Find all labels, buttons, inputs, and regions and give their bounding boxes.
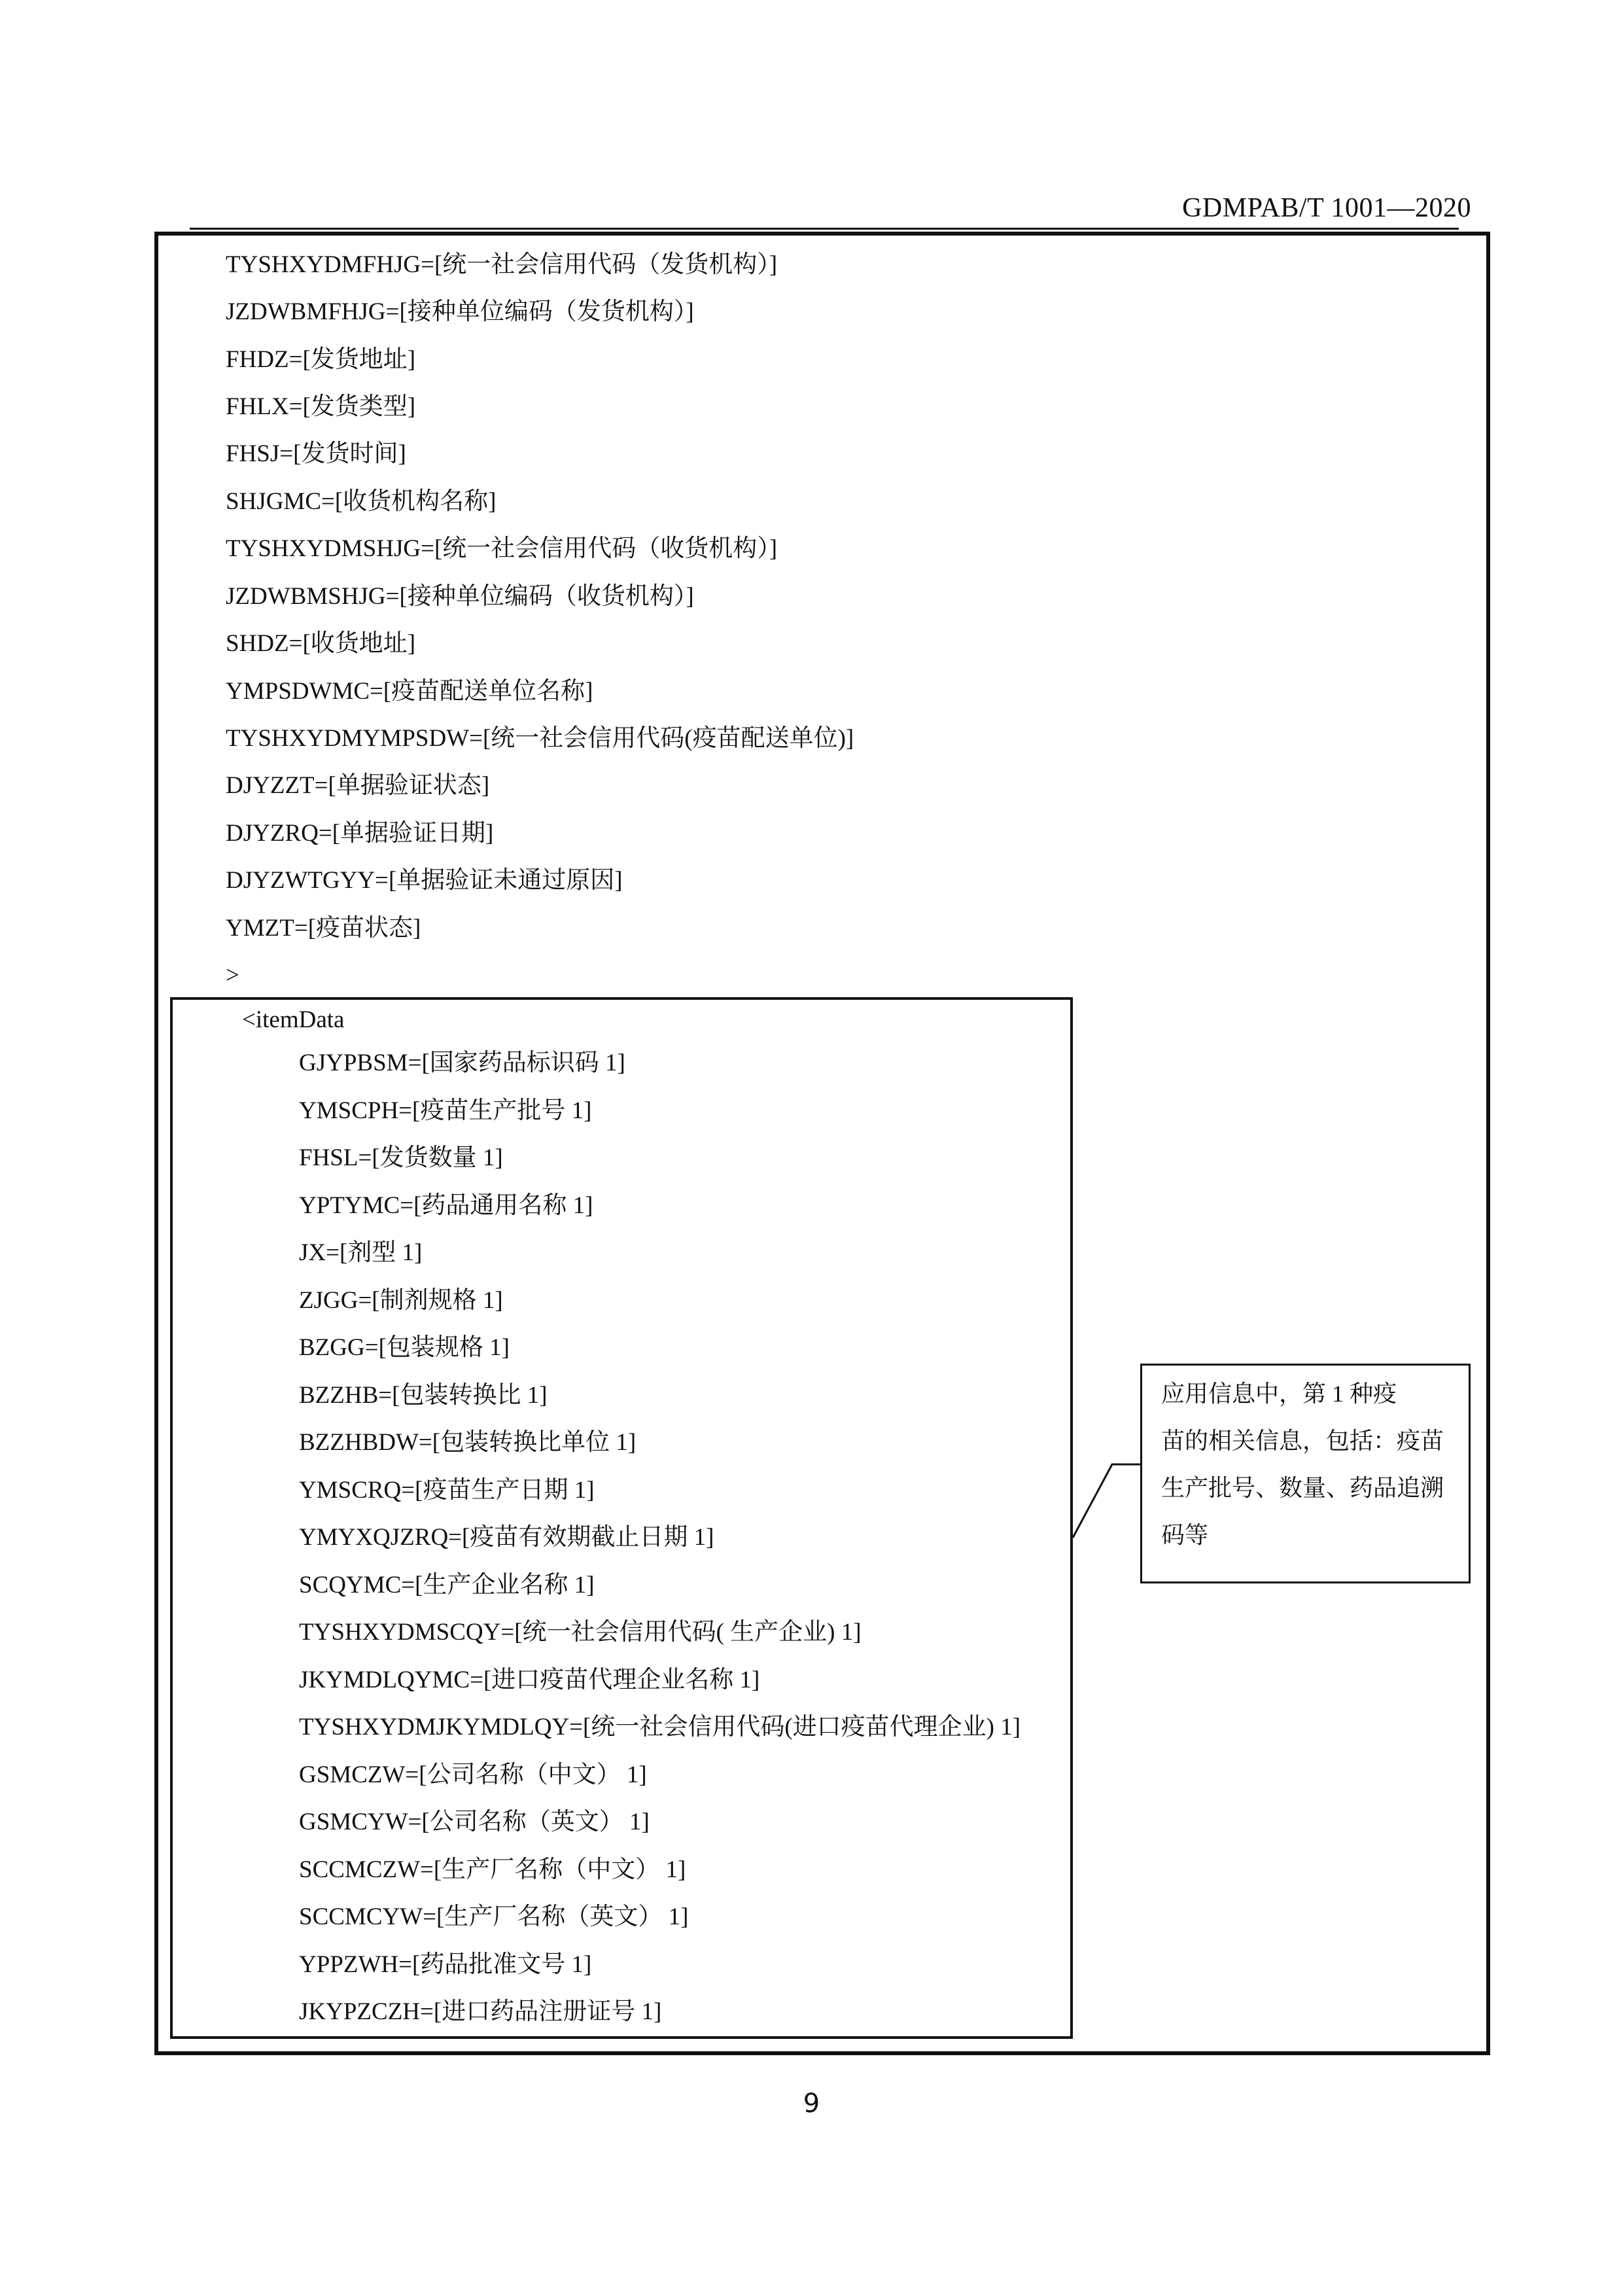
item-field-line: GSMCYW=[公司名称（英文） 1]	[299, 1809, 650, 1835]
field-line: YMZT=[疫苗状态]	[226, 915, 421, 942]
item-field-line: GSMCZW=[公司名称（中文） 1]	[299, 1761, 647, 1788]
field-line: TYSHXYDMFHJG=[统一社会信用代码（发货机构）]	[226, 251, 778, 278]
field-line: FHDZ=[发货地址]	[226, 346, 416, 373]
annotation-line: 苗的相关信息，包括：疫苗	[1161, 1428, 1444, 1454]
item-field-line: YPTYMC=[药品通用名称 1]	[299, 1192, 593, 1219]
field-line: TYSHXYDMSHJG=[统一社会信用代码（收货机构）]	[226, 535, 778, 562]
field-line: DJYZRQ=[单据验证日期]	[226, 820, 494, 847]
page-number: 9	[803, 2089, 820, 2119]
item-field-line: YMSCPH=[疫苗生产批号 1]	[299, 1097, 592, 1124]
item-field-line: BZZHB=[包装转换比 1]	[299, 1382, 548, 1409]
field-line: FHSJ=[发货时间]	[226, 440, 406, 467]
field-line: >	[226, 962, 239, 989]
item-field-line: TYSHXYDMSCQY=[统一社会信用代码( 生产企业) 1]	[299, 1619, 862, 1646]
field-line: DJYZZT=[单据验证状态]	[226, 772, 490, 799]
item-field-line: SCCMCZW=[生产厂名称（中文） 1]	[299, 1856, 686, 1883]
field-line: DJYZWTGYY=[单据验证未通过原因]	[226, 867, 623, 894]
item-field-line: BZZHBDW=[包装转换比单位 1]	[299, 1429, 637, 1456]
item-field-line: JKYMDLQYMC=[进口疫苗代理企业名称 1]	[299, 1667, 760, 1693]
page-header-code: GDMPAB/T 1001—2020	[1182, 193, 1471, 223]
annotation-line: 应用信息中，第 1 种疫	[1161, 1381, 1397, 1407]
annotation-line: 生产批号、数量、药品追溯	[1161, 1475, 1444, 1501]
item-field-line: BZGG=[包装规格 1]	[299, 1334, 510, 1361]
field-line: YMPSDWMC=[疫苗配送单位名称]	[226, 678, 593, 705]
item-field-line: YMYXQJZRQ=[疫苗有效期截止日期 1]	[299, 1524, 714, 1551]
field-line: SHDZ=[收货地址]	[226, 630, 416, 657]
item-field-line: SCCMCYW=[生产厂名称（英文） 1]	[299, 1903, 689, 1930]
annotation-line: 码等	[1161, 1522, 1209, 1548]
field-line: JZDWBMFHJG=[接种单位编码（发货机构）]	[226, 298, 694, 325]
item-field-line: ZJGG=[制剂规格 1]	[299, 1287, 503, 1314]
item-field-line: SCQYMC=[生产企业名称 1]	[299, 1572, 595, 1598]
item-field-line: FHSL=[发货数量 1]	[299, 1144, 503, 1171]
field-line: TYSHXYDMYMPSDW=[统一社会信用代码(疫苗配送单位)]	[226, 725, 854, 752]
item-field-line: JX=[剂型 1]	[299, 1239, 423, 1266]
field-line: FHLX=[发货类型]	[226, 393, 416, 420]
item-field-line: GJYPBSM=[国家药品标识码 1]	[299, 1050, 625, 1076]
item-field-line: YMSCRQ=[疫苗生产日期 1]	[299, 1477, 595, 1504]
field-line: SHJGMC=[收货机构名称]	[226, 488, 497, 515]
item-field-line: JKYPZCZH=[进口药品注册证号 1]	[299, 1998, 662, 2025]
item-field-line: TYSHXYDMJKYMDLQY=[统一社会信用代码(进口疫苗代理企业) 1]	[299, 1714, 1021, 1740]
item-data-tag: <itemData	[242, 1006, 345, 1033]
field-line: JZDWBMSHJG=[接种单位编码（收货机构）]	[226, 583, 694, 610]
item-field-line: YPPZWH=[药品批准文号 1]	[299, 1951, 592, 1978]
